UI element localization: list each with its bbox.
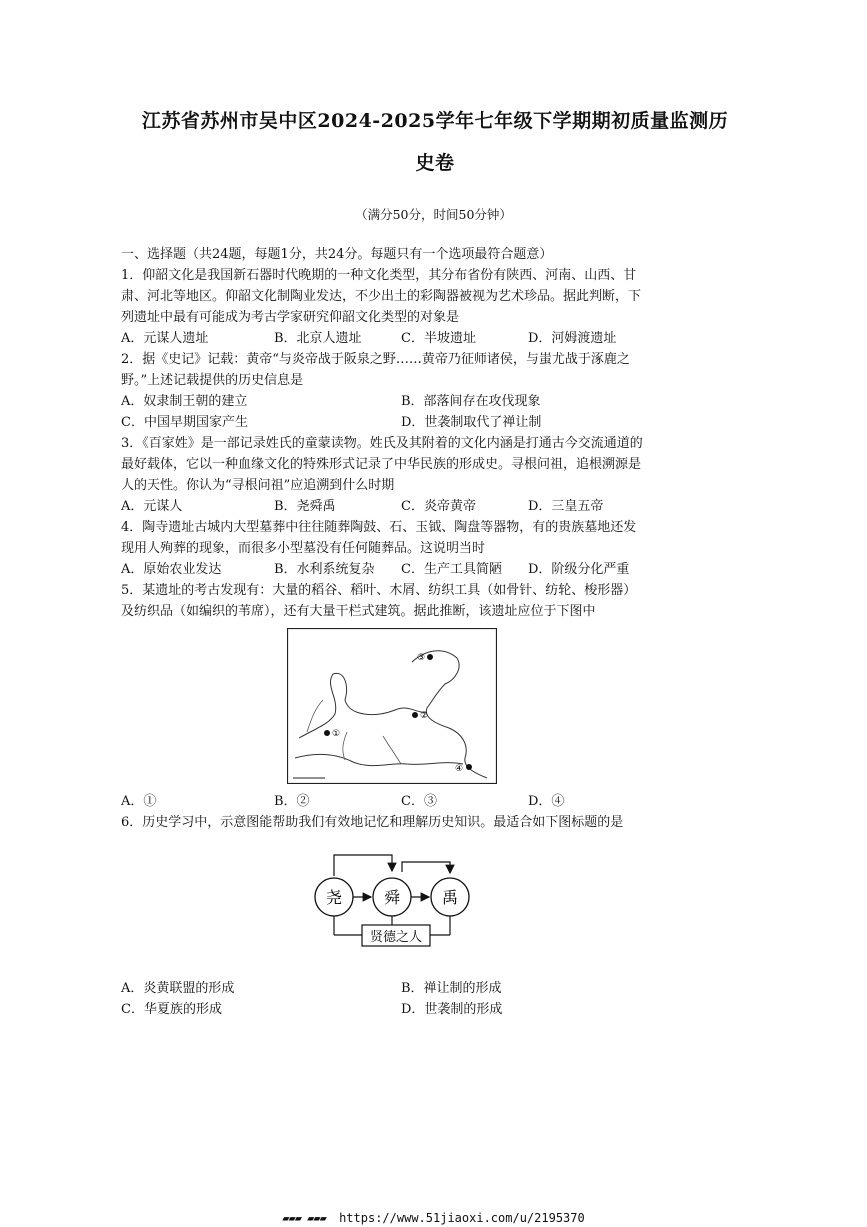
q3-option-a[interactable]: A．元谋人 <box>121 499 183 514</box>
exam-subtitle: （满分50分，时间50分钟） <box>355 207 512 222</box>
q1-option-d[interactable]: D．河姆渡遗址 <box>528 331 617 346</box>
q3-option-b[interactable]: B．尧舜禹 <box>274 499 336 514</box>
q2-option-c[interactable]: C．中国早期国家产生 <box>121 415 248 430</box>
q5-line: 及纺织品（如编织的苇席），还有大量干栏式建筑。据此推断，该遗址应位于下图中 <box>121 604 596 619</box>
map-marker-2: ② <box>420 711 429 721</box>
q6-option-d[interactable]: D．世袭制的形成 <box>401 1002 503 1017</box>
q1-line: 1．仰韶文化是我国新石器时代晚期的一种文化类型，其分布省份有陕西、河南、山西、甘 <box>121 268 637 283</box>
q5-option-a[interactable]: A．① <box>121 794 157 809</box>
q3-line: 人的天性。你认为“寻根问祖”应追溯到什么时期 <box>121 478 395 493</box>
q3-option-c[interactable]: C．炎帝黄帝 <box>401 499 476 514</box>
q1-option-c[interactable]: C．半坡遗址 <box>401 331 476 346</box>
section-heading: 一、选择题（共24题，每题1分，共24分。每题只有一个选项最符合题意） <box>121 247 553 262</box>
q2-line: 野。”上述记载提供的历史信息是 <box>121 373 304 388</box>
q2-option-b[interactable]: B．部落间存在攻伐现象 <box>401 394 541 409</box>
q1-line: 肃、河北等地区。仰韶文化制陶业发达，不少出土的彩陶器被视为艺术珍品。据此判断，下 <box>121 289 642 304</box>
map-marker-4: ④ <box>455 764 464 774</box>
node-yao: 尧 <box>325 888 343 907</box>
node-yu: 禹 <box>441 888 459 907</box>
q4-option-c[interactable]: C．生产工具简陋 <box>401 562 502 577</box>
node-shun: 舜 <box>383 888 401 907</box>
q3-line: 最好载体，它以一种血缘文化的特殊形式记录了中华民族的形成史。寻根问祖，追根溯源是 <box>121 457 642 472</box>
map-marker-3: ③ <box>417 653 426 663</box>
q6-option-a[interactable]: A．炎黄联盟的形成 <box>121 981 235 996</box>
q1-option-a[interactable]: A．元谋人遗址 <box>121 331 209 346</box>
q3-option-d[interactable]: D．三皇五帝 <box>528 499 604 514</box>
exam-title-line2: 史卷 <box>415 152 455 174</box>
q5-line: 5．某遗址的考古发现有：大量的稻谷、稻叶、木屑、纺织工具（如骨针、纺轮、梭形器） <box>121 583 637 598</box>
map-marker-1: ① <box>332 729 341 739</box>
q5-option-d[interactable]: D．④ <box>528 794 565 809</box>
q6-line: 6．历史学习中，示意图能帮助我们有效地记忆和理解历史知识。最适合如下图标题的是 <box>121 815 624 830</box>
q4-line: 4．陶寺遗址古城内大型墓葬中往往随葬陶鼓、石、玉钺、陶盘等器物，有的贵族墓地还发 <box>121 520 637 535</box>
q5-option-c[interactable]: C．③ <box>401 794 437 809</box>
q4-option-b[interactable]: B．水利系统复杂 <box>274 562 375 577</box>
q2-line: 2．据《史记》记载：黄帝“与炎帝战于阪泉之野……黄帝乃征师诸侯，与蚩尤战于涿鹿之 <box>121 352 630 367</box>
q4-option-d[interactable]: D．阶级分化严重 <box>528 562 630 577</box>
q3-line: 3．《百家姓》是一部记录姓氏的童蒙读物。姓氏及其附着的文化内涵是打通古今交流通道的 <box>121 436 643 451</box>
q1-line: 列遗址中最有可能成为考古学家研究仰韶文化类型的对象是 <box>121 310 460 325</box>
q6-option-b[interactable]: B．禅让制的形成 <box>401 981 502 996</box>
footer-watermark <box>0 1211 867 1225</box>
q5-option-b[interactable]: B．② <box>274 794 310 809</box>
ancient-sites-map <box>287 628 497 784</box>
q4-line: 现用人殉葬的现象，而很多小型墓没有任何随葬品。这说明当时 <box>121 541 486 556</box>
exam-title-line1: 江苏省苏州市吴中区2024-2025学年七年级下学期期初质量监测历 <box>141 110 729 132</box>
q6-option-c[interactable]: C．华夏族的形成 <box>121 1002 222 1017</box>
q4-option-a[interactable]: A．原始农业发达 <box>121 562 222 577</box>
q2-option-a[interactable]: A．奴隶制王朝的建立 <box>121 394 248 409</box>
q1-option-b[interactable]: B．北京人遗址 <box>274 331 362 346</box>
footer-logo-icon: ▰▰▰ ▰▰▰ <box>282 1211 326 1225</box>
q2-option-d[interactable]: D．世袭制取代了禅让制 <box>401 415 542 430</box>
succession-diagram <box>312 852 482 964</box>
virtuous-person-box: 贤德之人 <box>369 930 423 945</box>
footer-url[interactable]: https://www.51jiaoxi.com/u/2195370 <box>339 1211 585 1225</box>
